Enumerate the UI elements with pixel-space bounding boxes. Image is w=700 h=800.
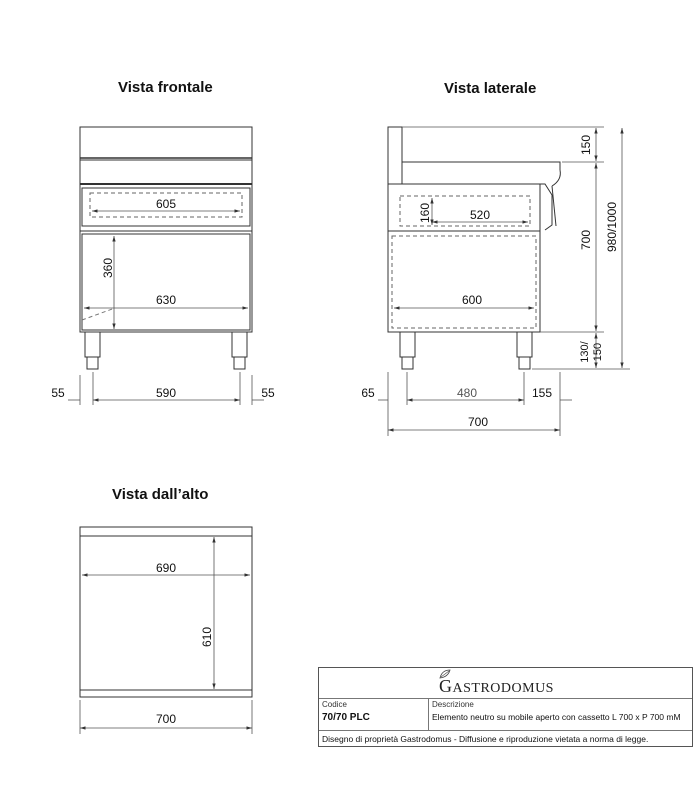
side-dimensions	[378, 127, 630, 436]
side-front-foot	[519, 357, 530, 369]
dim-front-drawer-width: 605	[155, 197, 177, 211]
side-view-title: Vista laterale	[444, 80, 537, 97]
dim-front-left-offset: 55	[51, 386, 65, 400]
front-top-outline	[80, 127, 252, 184]
logo-rest: ASTRODOMUS	[452, 681, 554, 696]
description-label: Descrizione	[432, 700, 474, 709]
dim-top-inner-width: 690	[155, 561, 177, 575]
side-rear-foot	[402, 357, 413, 369]
top-outline	[80, 527, 252, 697]
top-view	[80, 527, 252, 697]
code-cell	[319, 698, 429, 731]
dim-side-leg-height-b: 150	[592, 342, 604, 362]
dim-side-body-height: 700	[579, 229, 593, 251]
code-label: Codice	[322, 700, 347, 709]
dim-side-total-height: 980/1000	[605, 201, 619, 253]
dim-top-inner-depth: 610	[200, 626, 214, 648]
dim-side-rear-offset: 155	[531, 386, 553, 400]
dim-side-cabinet-depth: 600	[461, 293, 483, 307]
description-cell	[429, 698, 692, 731]
dim-side-leg-span: 480	[456, 386, 478, 400]
side-lip-edge	[552, 186, 556, 226]
dim-side-front-offset: 65	[361, 386, 375, 400]
side-cabinet-hidden	[392, 236, 536, 328]
dim-front-leg-span: 590	[155, 386, 177, 400]
code-value: 70/70 PLC	[322, 712, 370, 723]
front-left-foot	[87, 357, 98, 369]
dim-front-cabinet-width: 630	[155, 293, 177, 307]
dim-top-total-width: 700	[155, 712, 177, 726]
top-view-title: Vista dall’alto	[112, 486, 209, 503]
dim-side-drawer-depth: 520	[469, 208, 491, 222]
dim-side-upstand-height: 150	[579, 134, 593, 156]
dim-side-leg-height-a: 130/	[579, 341, 591, 363]
side-worktop-profile	[388, 184, 552, 230]
logo-initial: G	[439, 676, 453, 696]
side-upstand	[388, 127, 560, 184]
front-right-foot	[234, 357, 245, 369]
side-body-outline	[388, 184, 540, 332]
front-dimensions	[68, 211, 264, 405]
dim-side-drawer-height: 160	[418, 202, 432, 224]
title-block	[318, 667, 693, 747]
front-view-title: Vista frontale	[118, 79, 213, 96]
side-rear-leg	[400, 332, 415, 357]
front-left-leg	[85, 332, 100, 357]
front-cabinet-opening	[82, 234, 250, 330]
front-hidden-shelf	[82, 308, 115, 320]
front-right-leg	[232, 332, 247, 357]
ownership-notice: Disegno di proprietà Gastrodomus - Diffusione e riproduzione vietata a norma di legge.	[322, 734, 649, 744]
side-view	[388, 127, 560, 369]
side-front-leg	[517, 332, 532, 357]
dim-side-total-depth: 700	[467, 415, 489, 429]
description-value: Elemento neutro su mobile aperto con cassetto L 700 x P 700 mM	[432, 712, 681, 722]
front-view	[80, 127, 252, 369]
brand-logo	[439, 676, 554, 697]
dim-front-right-offset: 55	[261, 386, 275, 400]
side-front-lip	[552, 170, 560, 186]
dim-front-cabinet-height: 360	[101, 257, 115, 279]
logo-row	[319, 668, 692, 699]
